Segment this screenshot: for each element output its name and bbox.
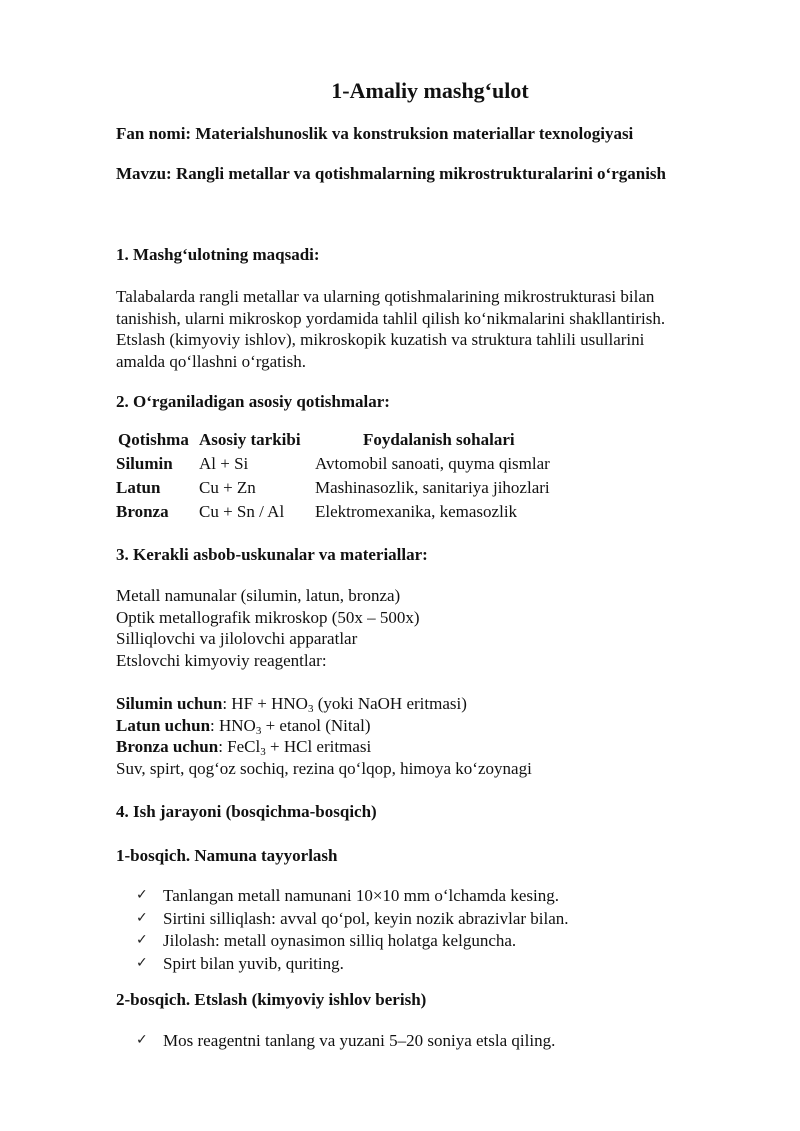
topic-name: Mavzu: Rangli metallar va qotishmalarning mikrostrukturalarini o‘rganish [116, 164, 667, 183]
list-item-text: Tanlangan metall namunani 10×10 mm o‘lchamda kesing. [163, 886, 559, 905]
table-header-cell: Asosiy tarkibi [199, 430, 301, 449]
goal-paragraph [116, 286, 716, 372]
table-cell: Al + Si [199, 454, 249, 473]
check-icon: ✓ [136, 1032, 148, 1048]
subscript: 3 [255, 724, 262, 737]
reagent-formula-rest: (yoki NaOH eritmasi) [313, 694, 467, 713]
check-icon: ✓ [136, 932, 148, 948]
goal-line: Etslash (kimyoviy ishlov), mikroskopik kuzatish va struktura tahlili usullarini [116, 330, 645, 349]
list-item: Optik metallografik mikroskop (50x – 500x) [116, 607, 420, 627]
section-heading-procedure: 4. Ish jarayoni (bosqichma-bosqich) [116, 802, 377, 821]
step2-heading: 2-bosqich. Etslash (kimyoviy ishlov berish) [116, 990, 427, 1009]
goal-line: tanishish, ularni mikroskop yordamida tahlil qilish ko‘nikmalarini shakllantirish. [116, 308, 666, 328]
step1-heading: 1-bosqich. Namuna tayyorlash [116, 846, 338, 865]
extra-materials: Suv, spirt, qog‘oz sochiq, rezina qo‘lqop, himoya ko‘zoynagi [116, 758, 532, 778]
section-heading-alloys: 2. O‘rganiladigan asosiy qotishmalar: [116, 392, 390, 411]
reagent-formula: : HF + HNO [222, 694, 308, 713]
reagent-bronza [116, 736, 716, 758]
list-item-text: Mos reagentni tanlang va yuzani 5–20 soniya etsla qiling. [163, 1031, 556, 1050]
subject-name: Fan nomi: Materialshunoslik va konstruksion materiallar texnologiyasi [116, 124, 634, 143]
reagent-formula-rest: + etanol (Nital) [261, 715, 371, 735]
section-heading-goal: 1. Mashg‘ulotning maqsadi: [116, 245, 320, 264]
list-item: Metall namunalar (silumin, latun, bronza) [116, 586, 401, 605]
reagents-list [116, 693, 716, 779]
table-cell: Elektromexanika, kemasozlik [315, 502, 518, 521]
check-icon: ✓ [136, 887, 148, 903]
list-item: Etslovchi kimyoviy reagentlar: [116, 650, 327, 670]
goal-line: amalda qo‘llashni o‘rgatish. [116, 351, 306, 371]
table-cell: Avtomobil sanoati, quyma qismlar [315, 454, 550, 473]
table-cell: Bronza [116, 502, 169, 521]
reagent-label: Bronza uchun [116, 737, 219, 756]
reagent-silumin [116, 693, 716, 715]
reagent-formula: : HNO [210, 715, 256, 735]
table-cell: Silumin [116, 454, 173, 473]
section-heading-equipment: 3. Kerakli asbob-uskunalar va materiallar: [116, 545, 428, 564]
list-item-text: Spirt bilan yuvib, quriting. [163, 953, 344, 973]
goal-line: Talabalarda rangli metallar va ularning qotishmalarining mikrostrukturasi bilan [116, 287, 655, 306]
list-item-text: Jilolash: metall oynasimon silliq holatga kelguncha. [163, 931, 517, 950]
table-cell: Latun [116, 478, 161, 497]
table-cell: Cu + Sn / Al [199, 502, 285, 521]
check-icon: ✓ [136, 954, 148, 971]
subscript: 3 [260, 746, 266, 758]
reagent-formula-rest: + HCl eritmasi [265, 737, 372, 756]
reagent-label: Silumin uchun [116, 694, 223, 713]
table-cell: Mashinasozlik, sanitariya jihozlari [315, 478, 550, 497]
table-cell: Cu + Zn [199, 478, 256, 497]
list-item: Silliqlovchi va jilolovchi apparatlar [116, 629, 358, 648]
list-item-text: Sirtini silliqlash: avval qo‘pol, keyin nozik abrazivlar bilan. [163, 908, 569, 928]
reagent-label: Latun uchun [116, 715, 211, 735]
subscript: 3 [307, 703, 314, 715]
page-title: 1-Amaliy mashg‘ulot [331, 78, 529, 103]
check-icon: ✓ [136, 909, 148, 926]
table-header-cell: Qotishma [118, 430, 189, 449]
reagent-latun [116, 715, 716, 737]
table-header-cell: Foydalanish sohalari [363, 430, 515, 449]
equipment-list [116, 585, 716, 671]
reagent-formula: : FeCl [218, 737, 261, 756]
